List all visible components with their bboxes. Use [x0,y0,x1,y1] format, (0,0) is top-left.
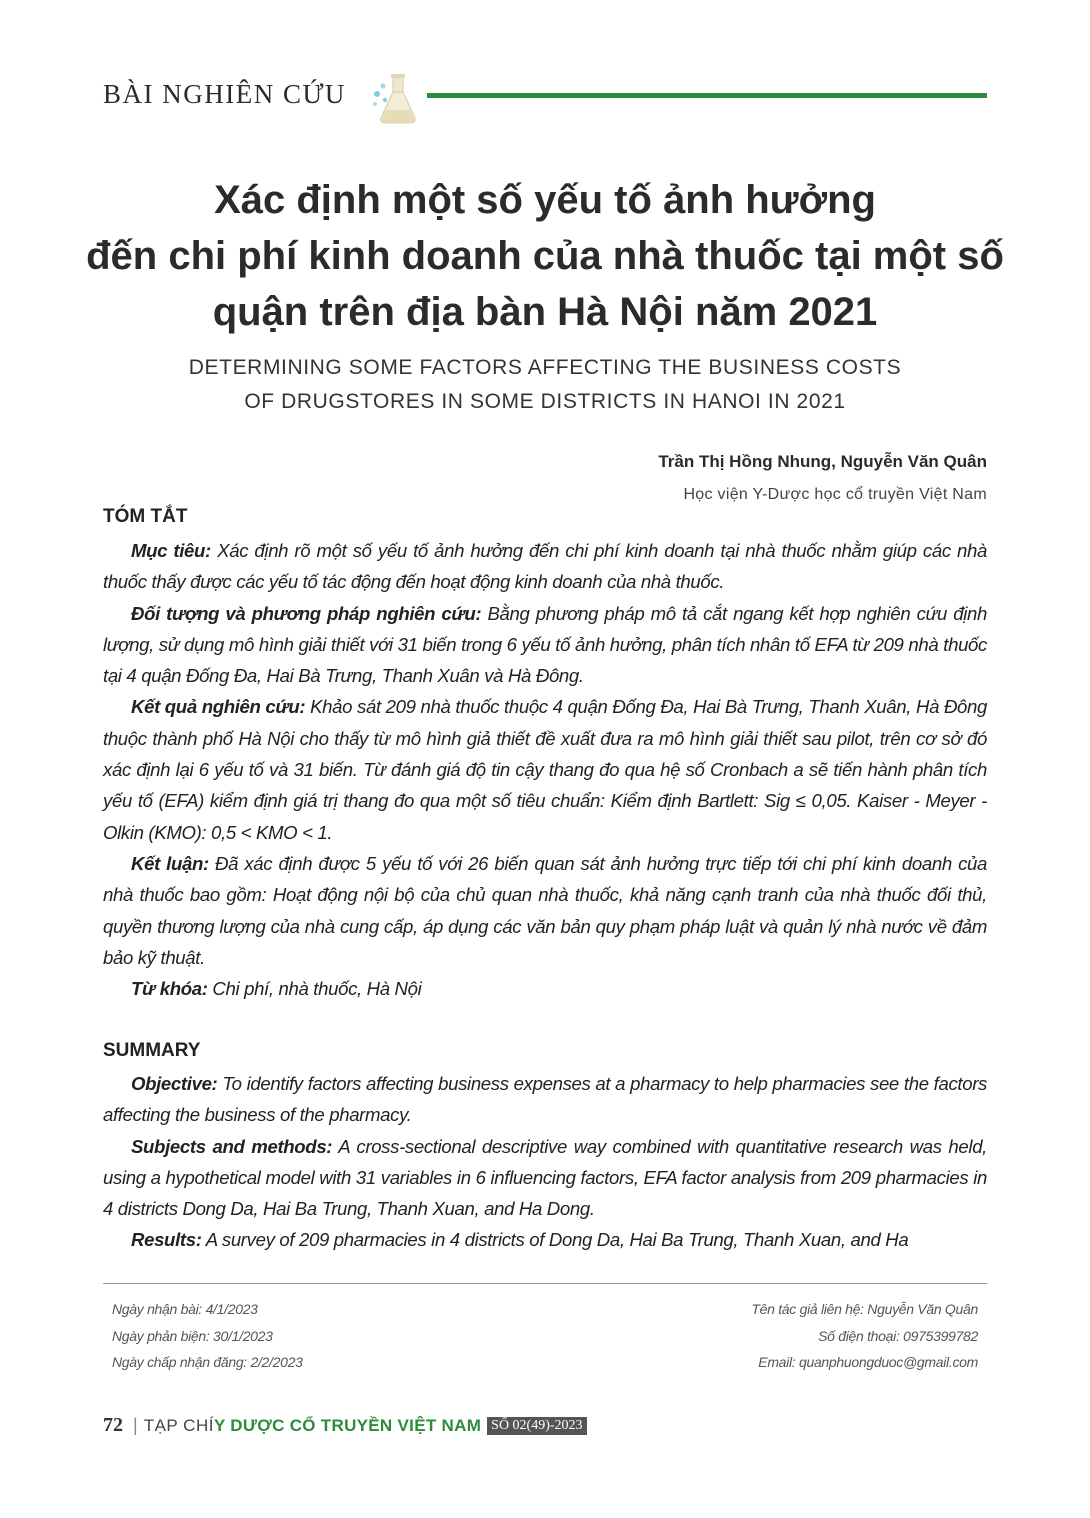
subtitle-line: DETERMINING SOME FACTORS AFFECTING THE BUSINESS COSTS [188,356,902,379]
article-title [80,172,1010,340]
summary-heading: SUMMARY [103,1040,201,1061]
title-line: đến chi phí kinh doanh của nhà thuốc tại một số [86,234,1004,278]
para-text: Khảo sát 209 nhà thuốc thuộc 4 quận Đống Đa, Hai Bà Trưng, Thanh Xuân, Hà Đông thuộc thành phố Hà Nội cho thấy từ mô hình giả thiết đề xuất đưa ra mô hình giải thiết sau pilot, trên cơ sở đó xác định lại 6 yếu tố và 31 biến. Từ đánh giá độ tin cậy thang đo qua hệ số Cronbach a sẽ tiến hành phân tích yếu tố (EFA) kiểm định giá trị thang đo qua một số tiêu chuẩn: Kiểm định Bartlett: Sig ≤ 0,05. Kaiser - Meyer - Olkin (KMO): 0,5 < KMO < 1. [103,696,988,843]
contact-phone: Số điện thoại: 0975399782 [818,1327,978,1344]
para-label: Đối tượng và phương pháp nghiên cứu: [131,602,482,624]
subjects-paragraph [103,1131,987,1225]
page-number: 72 [103,1414,123,1436]
para-text: A survey of 209 pharmacies in 4 districts of Dong Da, Hai Ba Trung, Thanh Xuan, and Ha [201,1229,909,1251]
separator: | [133,1415,138,1435]
title-line: quận trên địa bàn Hà Nội năm 2021 [212,290,878,334]
article-dates [112,1296,303,1376]
para-text: Chi phí, nhà thuốc, Hà Nội [207,978,422,1000]
para-label: Objective: [131,1073,218,1094]
title-line: Xác định một số yếu tố ảnh hưởng [214,178,876,222]
contact-author: Tên tác giả liên hệ: Nguyễn Văn Quân [751,1301,978,1317]
footer-rule [103,1283,987,1284]
para-text: Xác định rõ một số yếu tố ảnh hưởng đến chi phí kinh doanh tại nhà thuốc nhằm giúp các nhà thuốc thấy được các yếu tố tác động đến hoạt động kinh doanh của nhà thuốc. [103,540,988,593]
flask-icon [371,72,421,126]
affiliation: Học viện Y-Dược học cổ truyền Việt Nam [683,486,987,503]
doi-tuong-paragraph [103,598,987,692]
para-label: Kết quả nghiên cứu: [131,696,306,718]
ket-qua-paragraph [103,691,987,847]
abstract-vi [103,535,987,1004]
para-text: Đã xác định được 5 yếu tố với 26 biến quan sát ảnh hưởng trực tiếp tới chi phí kinh doanh của nhà thuốc bao gồm: Hoạt động nội bộ của chủ quan nhà thuốc, khả năng cạnh tranh của nhà thuốc đối thủ, quyền thương lượng của nhà cung cấp, áp dụng các văn bản quy phạm pháp luật và quản lý nhà nước về đảm bảo kỹ thuật. [103,852,987,968]
contact-email: Email: quanphuongduoc@gmail.com [758,1354,978,1370]
received-date: Ngày nhận bài: 4/1/2023 [112,1301,258,1317]
subtitle-line: OF DRUGSTORES IN SOME DISTRICTS IN HANOI IN 2021 [244,390,846,413]
journal-footer [103,1414,587,1442]
muc-tieu-paragraph [103,535,987,598]
ket-luan-paragraph [103,848,987,973]
tu-khoa-paragraph [103,973,987,1004]
section-header [103,74,987,124]
issue-badge: SỐ 02(49)-2023 [487,1417,586,1435]
contact-info [751,1296,978,1376]
results-paragraph [103,1224,987,1255]
abstract-en [103,1068,987,1256]
tom-tat-heading: TÓM TẮT [103,506,188,527]
para-label: Từ khóa: [131,978,208,1000]
english-title [80,351,1010,419]
para-text: Bằng phương pháp mô tả cắt ngang kết hợp nghiên cứu định lượng, sử dụng mô hình giải thiết với 31 biến trong 6 yếu tố ảnh hưởng, phân tích nhân tố EFA từ 209 nhà thuốc tại 4 quận Đống Đa, Hai Bà Trưng, Thanh Xuân và Hà Đông. [103,602,987,687]
authors: Trần Thị Hồng Nhung, Nguyễn Văn Quân [658,452,987,471]
para-text: A cross-sectional descriptive way combined with quantitative research was held, using a hypothetical model with 31 variables in 6 influencing factors, EFA factor analysis from 209 pharmacies in 4 districts Dong Da, Hai Ba Trung, Thanh Xuan, and Ha Dong. [103,1135,987,1220]
journal-name: Y DƯỢC CỔ TRUYỀN VIỆT NAM [213,1416,482,1435]
para-label: Subjects and methods: [131,1135,333,1157]
journal-prefix: TẠP CHÍ [143,1416,214,1435]
section-label: BÀI NGHIÊN CỨU [103,79,346,109]
para-label: Kết luận: [131,852,209,874]
reviewed-date: Ngày phản biện: 30/1/2023 [112,1327,273,1344]
header-rule [427,93,987,98]
para-label: Results: [131,1229,202,1251]
objective-paragraph [103,1068,987,1131]
accepted-date: Ngày chấp nhận đăng: 2/2/2023 [112,1354,303,1370]
para-label: Mục tiêu: [131,540,211,561]
para-text: To identify factors affecting business expenses at a pharmacy to help pharmacies see the factors affecting the business of the pharmacy. [103,1073,987,1126]
